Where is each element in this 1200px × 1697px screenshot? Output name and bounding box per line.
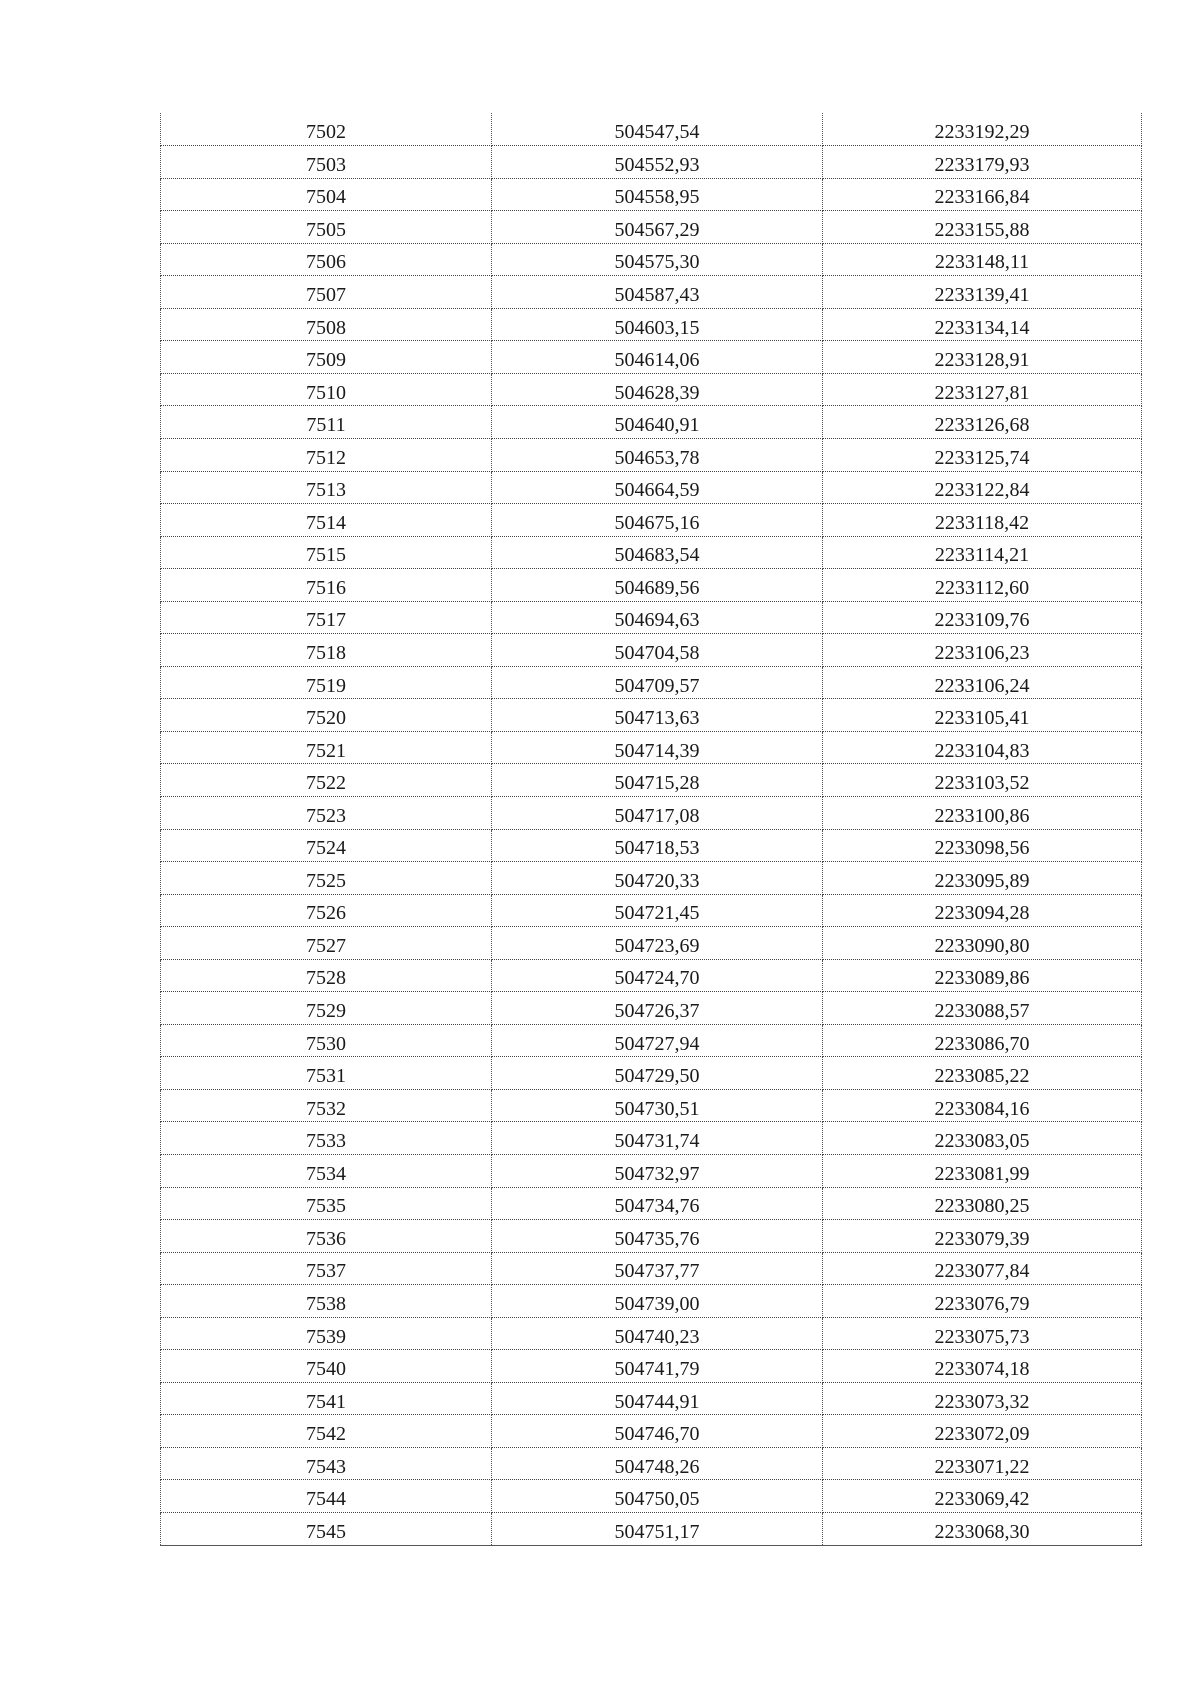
point-number-cell: 7514 <box>161 504 492 537</box>
y-coordinate-cell: 2233127,81 <box>823 373 1142 406</box>
table-row <box>161 1317 1142 1350</box>
y-coordinate-cell: 2233086,70 <box>823 1024 1142 1057</box>
y-coordinate-cell: 2233179,93 <box>823 146 1142 179</box>
table-row <box>161 341 1142 374</box>
x-coordinate-cell: 504748,26 <box>492 1447 823 1480</box>
point-number-cell: 7533 <box>161 1122 492 1155</box>
point-number-cell: 7519 <box>161 666 492 699</box>
table-row <box>161 959 1142 992</box>
table-row <box>161 1155 1142 1188</box>
table-row <box>161 601 1142 634</box>
point-number-cell: 7515 <box>161 536 492 569</box>
y-coordinate-cell: 2233112,60 <box>823 569 1142 602</box>
point-number-cell: 7505 <box>161 211 492 244</box>
x-coordinate-cell: 504730,51 <box>492 1089 823 1122</box>
point-number-cell: 7541 <box>161 1382 492 1415</box>
x-coordinate-cell: 504741,79 <box>492 1350 823 1383</box>
x-coordinate-cell: 504723,69 <box>492 927 823 960</box>
y-coordinate-cell: 2233139,41 <box>823 276 1142 309</box>
point-number-cell: 7545 <box>161 1513 492 1546</box>
point-number-cell: 7529 <box>161 992 492 1025</box>
y-coordinate-cell: 2233083,05 <box>823 1122 1142 1155</box>
table-row <box>161 536 1142 569</box>
x-coordinate-cell: 504750,05 <box>492 1480 823 1513</box>
table-row <box>161 1513 1142 1546</box>
point-number-cell: 7525 <box>161 862 492 895</box>
table-row <box>161 894 1142 927</box>
x-coordinate-cell: 504735,76 <box>492 1220 823 1253</box>
y-coordinate-cell: 2233128,91 <box>823 341 1142 374</box>
y-coordinate-cell: 2233090,80 <box>823 927 1142 960</box>
point-number-cell: 7503 <box>161 146 492 179</box>
y-coordinate-cell: 2233105,41 <box>823 699 1142 732</box>
point-number-cell: 7536 <box>161 1220 492 1253</box>
point-number-cell: 7511 <box>161 406 492 439</box>
y-coordinate-cell: 2233089,86 <box>823 959 1142 992</box>
point-number-cell: 7524 <box>161 829 492 862</box>
point-number-cell: 7534 <box>161 1155 492 1188</box>
table-row <box>161 699 1142 732</box>
x-coordinate-cell: 504558,95 <box>492 178 823 211</box>
point-number-cell: 7535 <box>161 1187 492 1220</box>
y-coordinate-cell: 2233076,79 <box>823 1285 1142 1318</box>
y-coordinate-cell: 2233074,18 <box>823 1350 1142 1383</box>
x-coordinate-cell: 504731,74 <box>492 1122 823 1155</box>
table-row <box>161 243 1142 276</box>
table-row <box>161 1024 1142 1057</box>
x-coordinate-cell: 504718,53 <box>492 829 823 862</box>
y-coordinate-cell: 2233077,84 <box>823 1252 1142 1285</box>
point-number-cell: 7502 <box>161 113 492 146</box>
x-coordinate-cell: 504704,58 <box>492 634 823 667</box>
x-coordinate-cell: 504614,06 <box>492 341 823 374</box>
table-row <box>161 178 1142 211</box>
point-number-cell: 7510 <box>161 373 492 406</box>
y-coordinate-cell: 2233069,42 <box>823 1480 1142 1513</box>
y-coordinate-cell: 2233118,42 <box>823 504 1142 537</box>
table-row <box>161 1187 1142 1220</box>
x-coordinate-cell: 504715,28 <box>492 764 823 797</box>
x-coordinate-cell: 504628,39 <box>492 373 823 406</box>
table-row <box>161 764 1142 797</box>
table-row <box>161 1089 1142 1122</box>
x-coordinate-cell: 504664,59 <box>492 471 823 504</box>
point-number-cell: 7542 <box>161 1415 492 1448</box>
x-coordinate-cell: 504751,17 <box>492 1513 823 1546</box>
x-coordinate-cell: 504575,30 <box>492 243 823 276</box>
x-coordinate-cell: 504737,77 <box>492 1252 823 1285</box>
y-coordinate-cell: 2233104,83 <box>823 731 1142 764</box>
y-coordinate-cell: 2233166,84 <box>823 178 1142 211</box>
table-row <box>161 569 1142 602</box>
x-coordinate-cell: 504739,00 <box>492 1285 823 1318</box>
x-coordinate-cell: 504640,91 <box>492 406 823 439</box>
point-number-cell: 7509 <box>161 341 492 374</box>
point-number-cell: 7531 <box>161 1057 492 1090</box>
point-number-cell: 7527 <box>161 927 492 960</box>
x-coordinate-cell: 504713,63 <box>492 699 823 732</box>
point-number-cell: 7523 <box>161 796 492 829</box>
coordinates-table <box>160 113 1142 1546</box>
x-coordinate-cell: 504721,45 <box>492 894 823 927</box>
table-row <box>161 308 1142 341</box>
table-row <box>161 862 1142 895</box>
x-coordinate-cell: 504727,94 <box>492 1024 823 1057</box>
y-coordinate-cell: 2233098,56 <box>823 829 1142 862</box>
table-row <box>161 731 1142 764</box>
x-coordinate-cell: 504709,57 <box>492 666 823 699</box>
point-number-cell: 7528 <box>161 959 492 992</box>
y-coordinate-cell: 2233072,09 <box>823 1415 1142 1448</box>
table-row <box>161 1382 1142 1415</box>
x-coordinate-cell: 504726,37 <box>492 992 823 1025</box>
point-number-cell: 7520 <box>161 699 492 732</box>
x-coordinate-cell: 504729,50 <box>492 1057 823 1090</box>
y-coordinate-cell: 2233122,84 <box>823 471 1142 504</box>
table-row <box>161 796 1142 829</box>
x-coordinate-cell: 504740,23 <box>492 1317 823 1350</box>
point-number-cell: 7507 <box>161 276 492 309</box>
table-row <box>161 406 1142 439</box>
y-coordinate-cell: 2233095,89 <box>823 862 1142 895</box>
y-coordinate-cell: 2233126,68 <box>823 406 1142 439</box>
y-coordinate-cell: 2233071,22 <box>823 1447 1142 1480</box>
y-coordinate-cell: 2233068,30 <box>823 1513 1142 1546</box>
y-coordinate-cell: 2233192,29 <box>823 113 1142 146</box>
point-number-cell: 7516 <box>161 569 492 602</box>
table-row <box>161 1350 1142 1383</box>
table-row <box>161 438 1142 471</box>
x-coordinate-cell: 504603,15 <box>492 308 823 341</box>
table-row <box>161 1480 1142 1513</box>
y-coordinate-cell: 2233075,73 <box>823 1317 1142 1350</box>
point-number-cell: 7504 <box>161 178 492 211</box>
y-coordinate-cell: 2233106,23 <box>823 634 1142 667</box>
table-row <box>161 666 1142 699</box>
x-coordinate-cell: 504714,39 <box>492 731 823 764</box>
point-number-cell: 7518 <box>161 634 492 667</box>
y-coordinate-cell: 2233125,74 <box>823 438 1142 471</box>
y-coordinate-cell: 2233109,76 <box>823 601 1142 634</box>
x-coordinate-cell: 504653,78 <box>492 438 823 471</box>
table-row <box>161 1057 1142 1090</box>
table-row <box>161 113 1142 146</box>
x-coordinate-cell: 504547,54 <box>492 113 823 146</box>
point-number-cell: 7522 <box>161 764 492 797</box>
x-coordinate-cell: 504732,97 <box>492 1155 823 1188</box>
point-number-cell: 7506 <box>161 243 492 276</box>
table-row <box>161 373 1142 406</box>
point-number-cell: 7508 <box>161 308 492 341</box>
table-row <box>161 1415 1142 1448</box>
table-row <box>161 471 1142 504</box>
point-number-cell: 7513 <box>161 471 492 504</box>
x-coordinate-cell: 504683,54 <box>492 536 823 569</box>
table-row <box>161 1285 1142 1318</box>
point-number-cell: 7517 <box>161 601 492 634</box>
table-row <box>161 1220 1142 1253</box>
table-row <box>161 1122 1142 1155</box>
point-number-cell: 7530 <box>161 1024 492 1057</box>
table-row <box>161 1252 1142 1285</box>
coordinates-table-body <box>161 113 1142 1545</box>
point-number-cell: 7539 <box>161 1317 492 1350</box>
point-number-cell: 7540 <box>161 1350 492 1383</box>
table-row <box>161 927 1142 960</box>
y-coordinate-cell: 2233100,86 <box>823 796 1142 829</box>
y-coordinate-cell: 2233085,22 <box>823 1057 1142 1090</box>
point-number-cell: 7544 <box>161 1480 492 1513</box>
table-row <box>161 146 1142 179</box>
x-coordinate-cell: 504720,33 <box>492 862 823 895</box>
point-number-cell: 7532 <box>161 1089 492 1122</box>
x-coordinate-cell: 504552,93 <box>492 146 823 179</box>
x-coordinate-cell: 504746,70 <box>492 1415 823 1448</box>
point-number-cell: 7526 <box>161 894 492 927</box>
x-coordinate-cell: 504694,63 <box>492 601 823 634</box>
x-coordinate-cell: 504734,76 <box>492 1187 823 1220</box>
point-number-cell: 7521 <box>161 731 492 764</box>
y-coordinate-cell: 2233103,52 <box>823 764 1142 797</box>
table-row <box>161 992 1142 1025</box>
table-row <box>161 634 1142 667</box>
point-number-cell: 7538 <box>161 1285 492 1318</box>
point-number-cell: 7512 <box>161 438 492 471</box>
y-coordinate-cell: 2233114,21 <box>823 536 1142 569</box>
y-coordinate-cell: 2233094,28 <box>823 894 1142 927</box>
x-coordinate-cell: 504587,43 <box>492 276 823 309</box>
x-coordinate-cell: 504689,56 <box>492 569 823 602</box>
table-row <box>161 504 1142 537</box>
y-coordinate-cell: 2233106,24 <box>823 666 1142 699</box>
x-coordinate-cell: 504744,91 <box>492 1382 823 1415</box>
table-row <box>161 1447 1142 1480</box>
table-row <box>161 211 1142 244</box>
y-coordinate-cell: 2233084,16 <box>823 1089 1142 1122</box>
x-coordinate-cell: 504717,08 <box>492 796 823 829</box>
y-coordinate-cell: 2233073,32 <box>823 1382 1142 1415</box>
point-number-cell: 7543 <box>161 1447 492 1480</box>
y-coordinate-cell: 2233080,25 <box>823 1187 1142 1220</box>
point-number-cell: 7537 <box>161 1252 492 1285</box>
y-coordinate-cell: 2233134,14 <box>823 308 1142 341</box>
y-coordinate-cell: 2233079,39 <box>823 1220 1142 1253</box>
y-coordinate-cell: 2233148,11 <box>823 243 1142 276</box>
x-coordinate-cell: 504567,29 <box>492 211 823 244</box>
y-coordinate-cell: 2233088,57 <box>823 992 1142 1025</box>
x-coordinate-cell: 504675,16 <box>492 504 823 537</box>
table-row <box>161 829 1142 862</box>
y-coordinate-cell: 2233155,88 <box>823 211 1142 244</box>
y-coordinate-cell: 2233081,99 <box>823 1155 1142 1188</box>
table-row <box>161 276 1142 309</box>
x-coordinate-cell: 504724,70 <box>492 959 823 992</box>
